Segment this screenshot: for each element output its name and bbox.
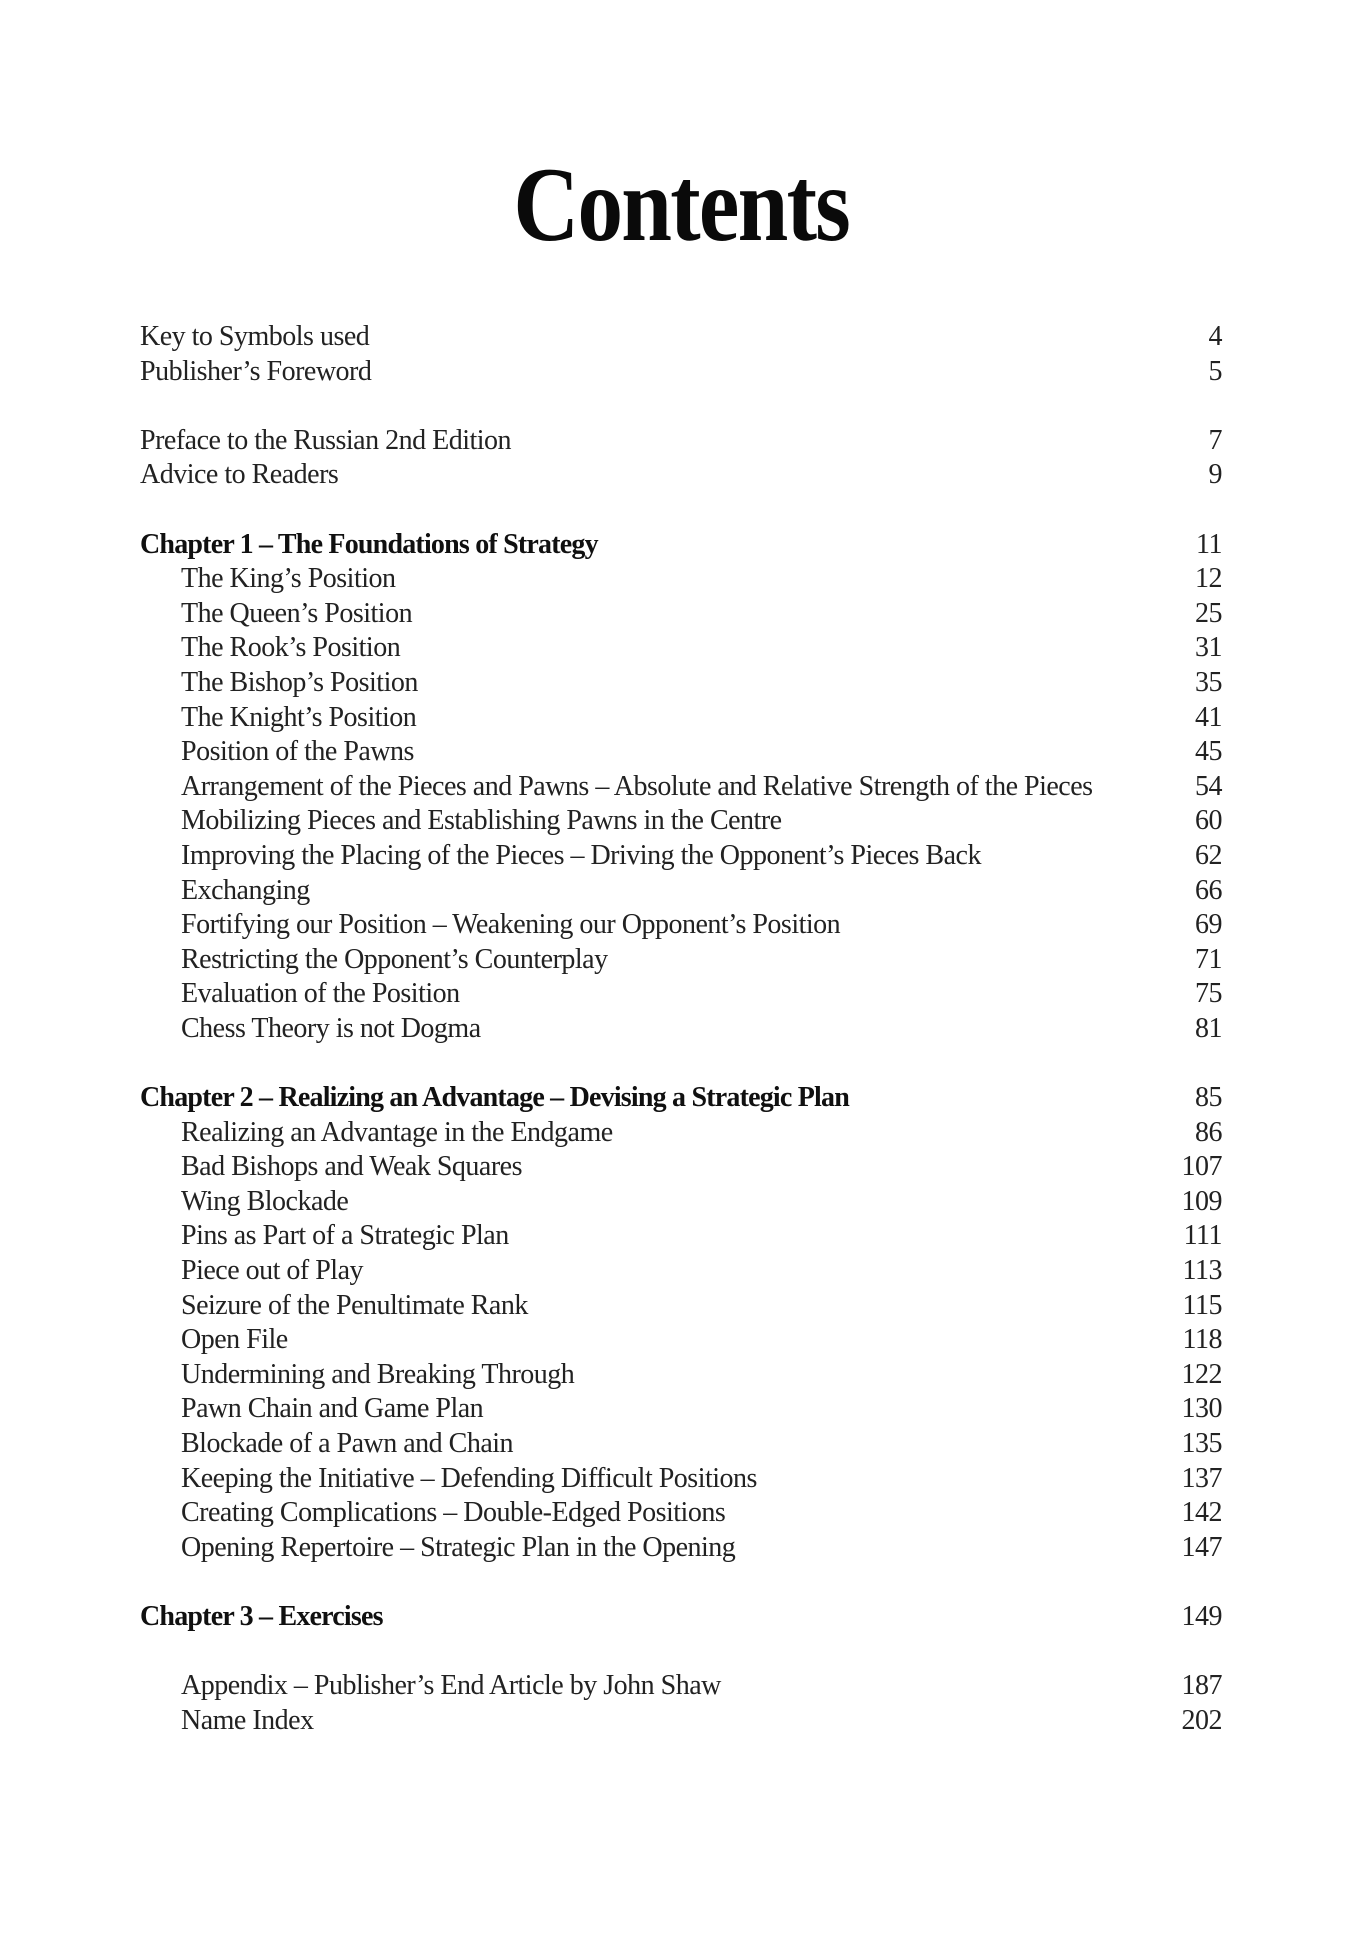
toc-entry	[140, 1081, 1222, 1116]
toc-entry	[140, 424, 1222, 459]
toc-entry-label: Bad Bishops and Weak Squares	[181, 1151, 522, 1183]
toc-entry-label: Blockade of a Pawn and Chain	[181, 1428, 514, 1459]
toc-entry	[140, 666, 1222, 701]
toc-entry	[140, 1289, 1222, 1324]
toc-entry	[140, 1012, 1222, 1047]
toc-entry	[140, 1358, 1222, 1393]
page-title	[140, 146, 1222, 263]
toc-entry	[140, 943, 1222, 978]
toc-entry	[140, 701, 1222, 736]
toc-entry	[140, 1669, 1222, 1704]
toc-entry-label: Creating Complications – Double-Edged Positions	[181, 1497, 726, 1529]
toc-entry-label: Chapter 2 – Realizing an Advantage – Devising a Strategic Plan	[140, 1082, 849, 1114]
toc-entry-label: The Rook’s Position	[181, 632, 401, 664]
toc-entry-page: 11	[1196, 528, 1222, 560]
toc-entry	[140, 977, 1222, 1012]
toc-entry-page: 5	[1208, 355, 1222, 387]
contents-page	[0, 146, 1362, 1937]
toc-entry-page: 45	[1195, 736, 1222, 768]
toc-entry-page: 54	[1195, 770, 1222, 802]
toc-section-chapter-2	[140, 1081, 1222, 1565]
toc-entry	[140, 1531, 1222, 1566]
toc-entry-label: Exchanging	[181, 874, 310, 906]
toc-entry-page: 62	[1195, 839, 1222, 871]
toc-section-chapter-3	[140, 1600, 1222, 1635]
toc-entry	[140, 1254, 1222, 1289]
toc-entry	[140, 1392, 1222, 1427]
toc-entry-page: 122	[1181, 1358, 1222, 1390]
page-title-text: Contents	[513, 146, 849, 263]
toc-entry-page: 4	[1208, 321, 1222, 352]
toc-entry	[140, 770, 1222, 805]
toc-entry-label: Pawn Chain and Game Plan	[181, 1393, 484, 1425]
toc-entry-label: Preface to the Russian 2nd Edition	[140, 424, 512, 456]
toc-entry	[140, 1496, 1222, 1531]
toc-entry-page: 7	[1208, 424, 1222, 456]
toc-entry	[140, 839, 1222, 874]
toc-entry-page: 147	[1181, 1531, 1222, 1563]
toc-entry-label: Advice to Readers	[140, 459, 339, 491]
toc-section-chapter-1	[140, 528, 1222, 1047]
toc-entry-page: 113	[1182, 1255, 1222, 1287]
toc-entry-page: 25	[1195, 597, 1222, 629]
toc-entry-page: 107	[1181, 1151, 1222, 1183]
toc-entry-label: The King’s Position	[181, 563, 396, 595]
toc-entry	[140, 458, 1222, 493]
toc-entry-page: 137	[1181, 1462, 1222, 1494]
toc-entry-label: Evaluation of the Position	[181, 978, 460, 1010]
toc-entry-page: 85	[1195, 1082, 1222, 1114]
toc-entry	[140, 1323, 1222, 1358]
toc-entry-label: Open File	[181, 1324, 288, 1356]
toc-entry-label: Key to Symbols used	[140, 321, 370, 352]
toc-entry	[140, 1427, 1222, 1462]
toc-entry-page: 86	[1195, 1116, 1222, 1148]
toc-entry-page: 71	[1195, 943, 1222, 975]
toc-entry	[140, 1704, 1222, 1739]
toc-section-front-matter-preface	[140, 424, 1222, 493]
toc-entry-page: 31	[1195, 632, 1222, 664]
toc-entry-page: 41	[1195, 701, 1222, 733]
toc-entry-page: 135	[1181, 1428, 1222, 1459]
toc-entry-label: Publisher’s Foreword	[140, 355, 372, 387]
toc-entry-label: Opening Repertoire – Strategic Plan in the Opening	[181, 1531, 736, 1563]
toc-entry	[140, 597, 1222, 632]
toc-entry-label: Chess Theory is not Dogma	[181, 1012, 481, 1044]
toc-entry	[140, 908, 1222, 943]
toc-entry-label: Keeping the Initiative – Defending Difficult Positions	[181, 1462, 757, 1494]
toc-entry	[140, 1116, 1222, 1151]
toc-entry-page: 202	[1181, 1704, 1222, 1736]
toc-entry-page: 118	[1182, 1324, 1222, 1356]
toc-entry	[140, 320, 1222, 355]
toc-entry-label: Position of the Pawns	[181, 736, 414, 768]
toc-entry-page: 35	[1195, 666, 1222, 698]
toc-entry-label: Seizure of the Penultimate Rank	[181, 1289, 528, 1321]
toc-entry-label: Chapter 3 – Exercises	[140, 1600, 383, 1632]
toc-entry	[140, 1462, 1222, 1497]
toc-entry	[140, 804, 1222, 839]
toc-entry-label: Mobilizing Pieces and Establishing Pawns in the Centre	[181, 805, 782, 837]
toc-entry	[140, 735, 1222, 770]
toc-entry	[140, 631, 1222, 666]
toc-entry-page: 75	[1195, 978, 1222, 1010]
toc-entry-label: Chapter 1 – The Foundations of Strategy	[140, 528, 598, 560]
toc-entry-label: Name Index	[181, 1704, 314, 1736]
toc-entry-page: 115	[1182, 1289, 1222, 1321]
toc-entry-page: 109	[1181, 1185, 1222, 1217]
toc-entry-label: The Queen’s Position	[181, 597, 413, 629]
toc-entry	[140, 562, 1222, 597]
toc-list	[140, 320, 1222, 1738]
toc-entry	[140, 1600, 1222, 1635]
toc-entry-page: 9	[1208, 459, 1222, 491]
toc-entry-page: 60	[1195, 805, 1222, 837]
toc-entry-page: 12	[1195, 563, 1222, 595]
toc-section-back-matter	[140, 1669, 1222, 1738]
toc-entry-page: 130	[1181, 1393, 1222, 1425]
toc-entry-page: 142	[1181, 1497, 1222, 1529]
toc-entry-label: Pins as Part of a Strategic Plan	[181, 1220, 509, 1252]
toc-entry	[140, 1185, 1222, 1220]
toc-entry-label: Wing Blockade	[181, 1185, 349, 1217]
toc-entry-label: Appendix – Publisher’s End Article by John Shaw	[181, 1670, 721, 1702]
toc-entry-label: Realizing an Advantage in the Endgame	[181, 1116, 613, 1148]
toc-entry-page: 69	[1195, 909, 1222, 941]
toc-entry-label: Arrangement of the Pieces and Pawns – Absolute and Relative Strength of the Pieces	[181, 770, 1093, 802]
toc-entry-page: 187	[1181, 1670, 1222, 1702]
toc-entry	[140, 355, 1222, 390]
toc-entry	[140, 1219, 1222, 1254]
toc-entry-page: 81	[1195, 1012, 1222, 1044]
toc-entry-page: 111	[1183, 1220, 1222, 1252]
toc-entry-label: Piece out of Play	[181, 1255, 364, 1287]
toc-entry-label: Restricting the Opponent’s Counterplay	[181, 943, 608, 975]
toc-entry-label: Undermining and Breaking Through	[181, 1358, 575, 1390]
toc-entry-label: Improving the Placing of the Pieces – Driving the Opponent’s Pieces Back	[181, 839, 981, 871]
toc-entry-label: The Knight’s Position	[181, 701, 417, 733]
toc-entry-label: Fortifying our Position – Weakening our Opponent’s Position	[181, 909, 841, 941]
toc-entry-page: 149	[1181, 1600, 1222, 1632]
toc-entry-label: The Bishop’s Position	[181, 666, 418, 698]
toc-entry	[140, 528, 1222, 563]
toc-section-front-matter-symbols	[140, 320, 1222, 389]
toc-entry	[140, 874, 1222, 909]
toc-entry	[140, 1150, 1222, 1185]
toc-entry-page: 66	[1195, 874, 1222, 906]
